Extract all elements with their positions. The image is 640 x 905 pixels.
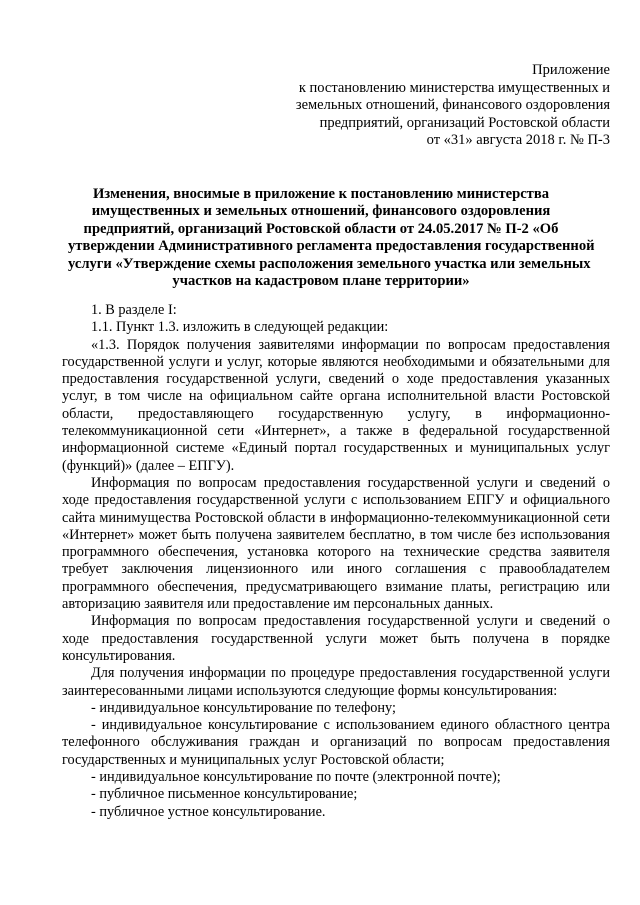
document-body (62, 302, 610, 821)
paragraph-1: «1.3. Порядок получения заявителями информации по вопросам предоставления государственной услуги и услуг, которые являются необходимыми и обязательными для предоставления государственной услуги, сведений о ходе предоставления указанных услуг, в том числе на официальном сайте органа исполнительной власти Ростовской области, предоставляющего государственную услугу, в информационно-телекоммуникационной сети «Интернет», а также в федеральной государственной информационной системе «Единый портал государственных и муниципальных услуг (функций)» (далее – ЕПГУ). (62, 336, 610, 474)
title-line: утверждении Административного регламента предоставления государственной (68, 238, 595, 255)
appendix-line: предприятий, организаций Ростовской области (319, 114, 610, 131)
appendix-line: Приложение (532, 62, 610, 78)
list-item: - публичное устное консультирование. (91, 803, 326, 820)
list-item: - индивидуальное консультирование по телефону; (91, 699, 396, 716)
document-title (68, 186, 595, 290)
list-item: - публичное письменное консультирование; (91, 786, 358, 803)
list-item: - индивидуальное консультирование с использованием единого областного центра телефонного обслуживания граждан и организаций по вопросам предоставления государственных и муниципальных услуг Ростовской области; (62, 717, 610, 768)
title-line: услуги «Утверждение схемы расположения земельного участка или земельных (68, 255, 591, 272)
section-heading: 1. В разделе I: (91, 302, 177, 318)
paragraph-3: Информация по вопросам предоставления государственной услуги и сведений о ходе предоставления государственной услуги может быть получена в порядке консультирования. (62, 613, 610, 664)
appendix-header (250, 62, 610, 150)
title-line: участков на кадастровом плане территории» (172, 273, 470, 290)
paragraph-2: Информация по вопросам предоставления государственной услуги и сведений о ходе предоставления государственной услуги с использованием ЕПГУ и официального сайта минимущества Ростовской области в информационно-телекоммуникационной сети «Интернет» может быть получена заявителем бесплатно, в том числе без использования программного обеспечения, установка которого на технические средства заявителя требует заключения лицензионного или иного соглашения с правообладателем программного обеспечения, предусматривающего взимание платы, регистрацию или авторизацию заявителя или предоставление им персональных данных. (62, 474, 610, 613)
title-line: имущественных и земельных отношений, финансового оздоровления (91, 203, 551, 220)
point-heading: 1.1. Пункт 1.3. изложить в следующей редакции: (91, 319, 389, 336)
appendix-line: от «31» августа 2018 г. № П-3 (426, 132, 610, 149)
appendix-line: к постановлению министерства имущественных и (298, 79, 610, 96)
list-item: - индивидуальное консультирование по почте (электронной почте); (91, 769, 501, 786)
paragraph-4: Для получения информации по процедуре предоставления государственной услуги заинтересованными лицами используются следующие формы консультирования: (62, 665, 610, 699)
title-line: предприятий, организаций Ростовской области от 24.05.2017 № П-2 «Об (83, 220, 559, 237)
title-line: Изменения, вносимые в приложение к постановлению министерства (92, 186, 550, 202)
appendix-line: земельных отношений, финансового оздоровления (295, 97, 610, 114)
